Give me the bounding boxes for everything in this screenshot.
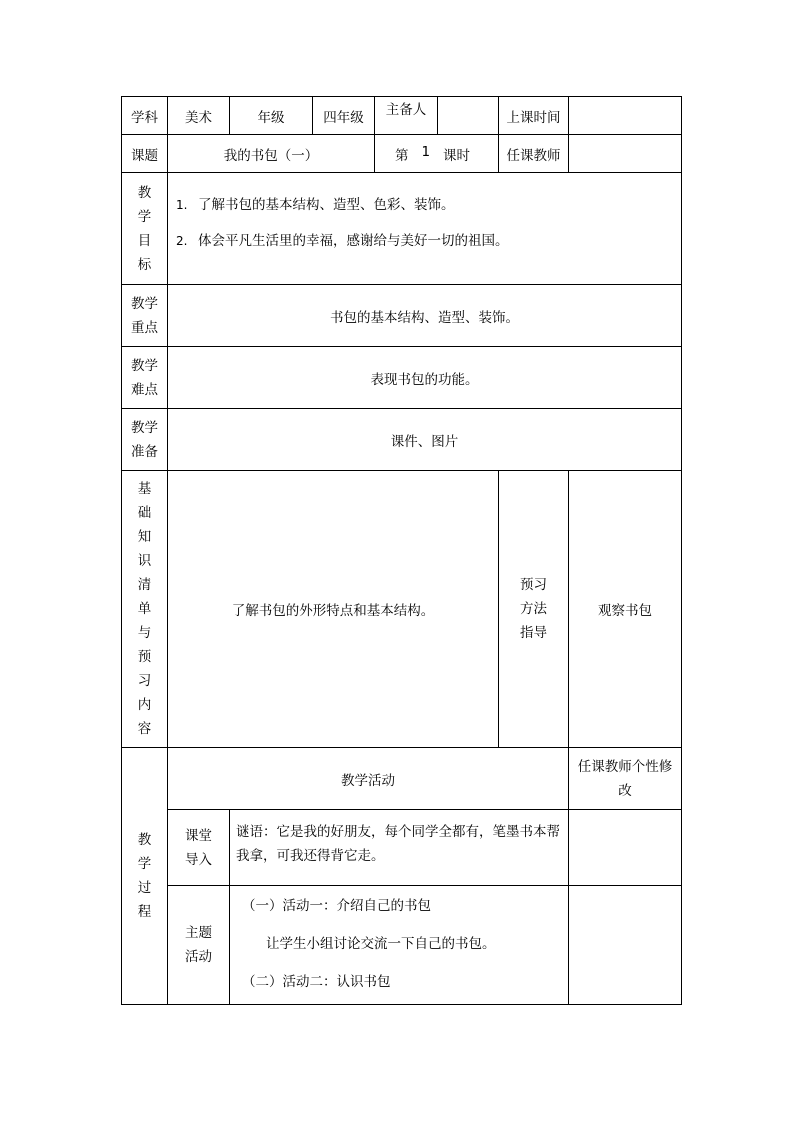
preview-row (122, 471, 682, 748)
process-label: 教 学 过 程 (122, 748, 168, 1005)
time-label: 上课时间 (499, 97, 569, 135)
goals-list (168, 173, 682, 285)
goals-label: 教 学 目 标 (122, 173, 168, 285)
period-number: 1 (421, 143, 431, 160)
preparation-row (122, 409, 682, 471)
preview-method-value: 观察书包 (569, 471, 682, 748)
goal-item: 2. 体会平凡生活里的幸福，感谢给与美好一切的祖国。 (176, 233, 509, 249)
goal-item: 1. 了解书包的基本结构、造型、色彩、装饰。 (176, 197, 455, 213)
period-prefix: 第 (395, 147, 409, 164)
preview-method-label: 预习 方法 指导 (499, 471, 569, 748)
grade-label: 年级 (230, 97, 313, 135)
difficulty-value: 表现书包的功能。 (168, 347, 682, 409)
subject-value: 美术 (168, 97, 230, 135)
main-activity-label: 主题 活动 (168, 886, 230, 1005)
difficulty-label: 教学 难点 (122, 347, 168, 409)
topic-label: 课题 (122, 135, 168, 173)
key-points-label: 教学 重点 (122, 285, 168, 347)
preview-content: 了解书包的外形特点和基本结构。 (168, 471, 499, 748)
main-activity-line: 让学生小组讨论交流一下自己的书包。 (266, 936, 496, 952)
activity-header: 教学活动 (168, 748, 569, 810)
main-activity-line: （一）活动一：介绍自己的书包 (242, 898, 431, 914)
intro-personal (569, 810, 682, 886)
process-header-row (122, 748, 682, 810)
preparer-value (438, 97, 498, 134)
intro-label: 课堂 导入 (168, 810, 230, 886)
subject-label: 学科 (122, 97, 168, 135)
main-activity-row (122, 886, 682, 1005)
preparation-value: 课件、图片 (168, 409, 682, 471)
grade-value: 四年级 (313, 97, 375, 135)
lesson-plan-table (121, 96, 682, 1005)
time-value (569, 97, 682, 135)
period-suffix: 课时 (443, 147, 470, 164)
header-row (122, 97, 682, 135)
topic-row (122, 135, 682, 173)
difficulty-row (122, 347, 682, 409)
key-points-row (122, 285, 682, 347)
preparer-label: 主备人 (375, 97, 438, 134)
topic-value: 我的书包（一） (168, 135, 375, 173)
main-activity-line: （二）活动二：认识书包 (242, 974, 391, 990)
main-activity-personal (569, 886, 682, 1005)
personal-header: 任课教师个性修改 (569, 748, 682, 810)
main-activity-content (230, 886, 569, 1005)
period-cell (375, 135, 499, 173)
preparer-cell (375, 97, 499, 135)
teacher-label: 任课教师 (499, 135, 569, 173)
preview-label: 基 础 知 识 清 单 与 预 习 内 容 (122, 471, 168, 748)
intro-row (122, 810, 682, 886)
key-points-value: 书包的基本结构、造型、装饰。 (168, 285, 682, 347)
intro-text: 谜语：它是我的好朋友，每个同学全都有，笔墨书本帮我拿，可我还得背它走。 (230, 810, 569, 886)
goals-row (122, 173, 682, 285)
teacher-value (569, 135, 682, 173)
preparation-label: 教学 准备 (122, 409, 168, 471)
